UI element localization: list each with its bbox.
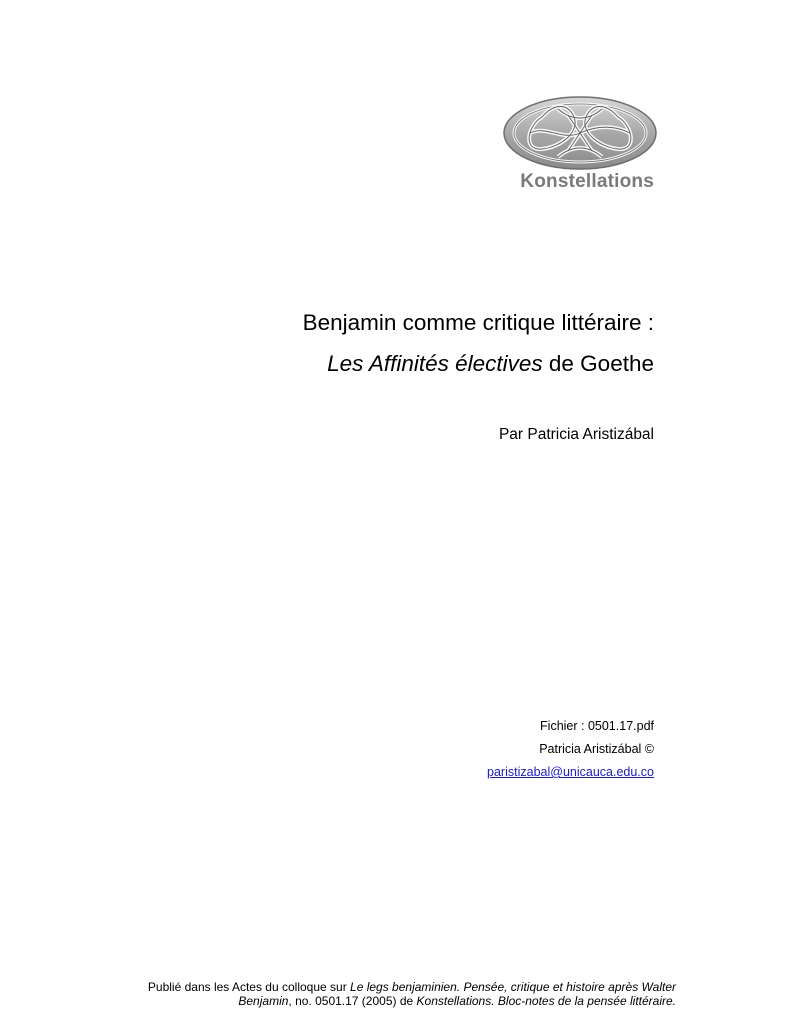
email-link[interactable]: paristizabal@unicauca.edu.co [487, 765, 654, 779]
document-title: Benjamin comme critique littéraire : [302, 310, 654, 335]
publication-note-line-2: Benjamin, no. 0501.17 (2005) de Konstellations. Bloc-notes de la pensée littéraire. [238, 994, 676, 1008]
file-name: Fichier : 0501.17.pdf [540, 719, 654, 733]
subtitle-rest: de Goethe [542, 351, 654, 376]
document-subtitle [327, 351, 654, 377]
subtitle-work-title: Les Affinités électives [327, 351, 543, 376]
author-line: Par Patricia Aristizábal [498, 426, 654, 443]
brand-name: Konstellations [520, 171, 654, 192]
celtic-knot-logo-icon [502, 95, 658, 171]
copyright-line: Patricia Aristizábal © [539, 742, 654, 756]
publication-note [148, 980, 676, 1008]
publication-note-line-1: Publié dans les Actes du colloque sur Le legs benjaminien. Pensée, critique et histoire après Walter [147, 980, 676, 994]
